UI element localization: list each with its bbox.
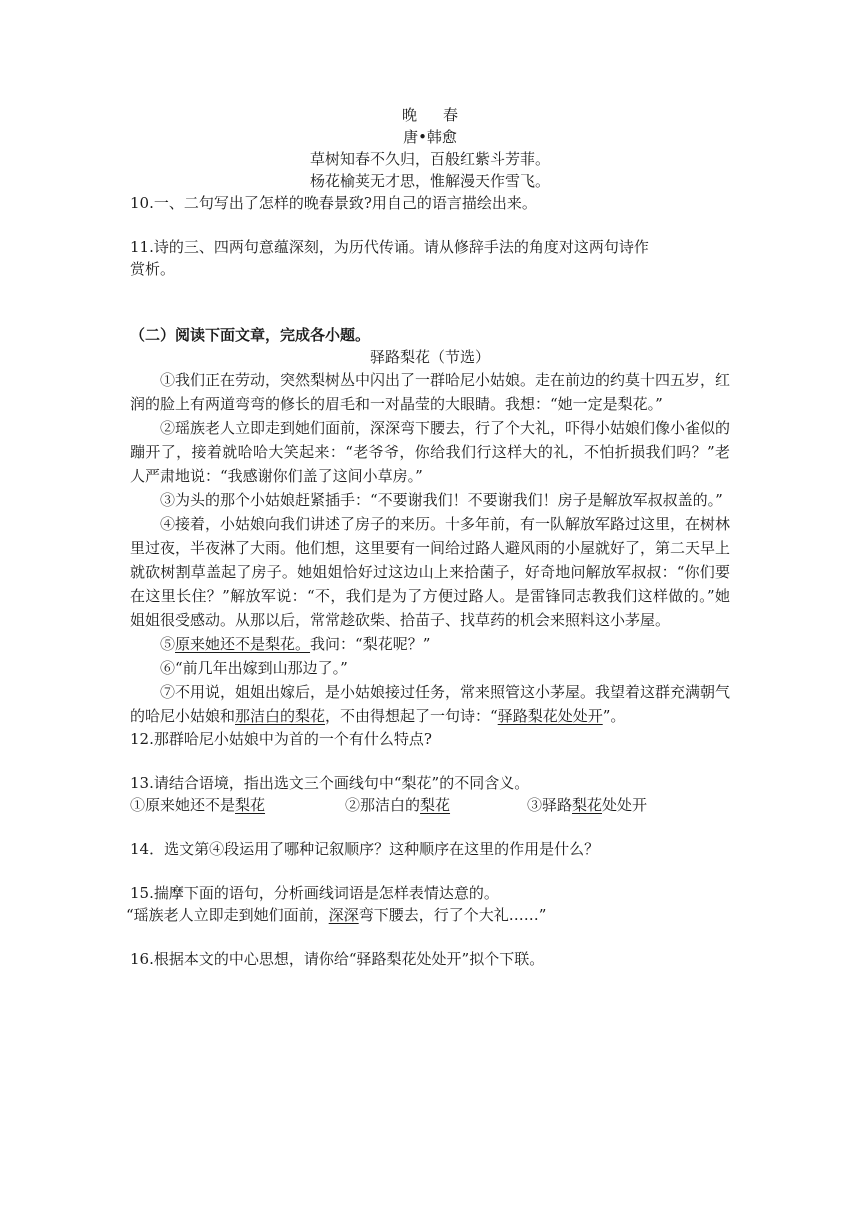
- poem-title-char-2: 春: [443, 106, 459, 124]
- question-13-options: [130, 794, 730, 816]
- passage-title: 驿路梨花（节选）: [369, 348, 490, 366]
- passage-paragraph-1: ①我们正在劳动，突然梨树丛中闪出了一群哈尼小姑娘。走在前边的约莫十四五岁，红润的脸上有两道弯弯的修长的眉毛和一对晶莹的大眼睛。我想：“她一定是梨花。”: [130, 371, 731, 413]
- underlined-sentence-2: 那洁白的梨花: [235, 707, 326, 725]
- question-15-quote: “瑶族老人立即走到她们面前，深深弯下腰去，行了个大礼……”: [126, 906, 547, 924]
- poem-line-2: 杨花榆荚无才思，惟解漫天作雪飞。: [309, 172, 550, 190]
- section-2-heading: （二）阅读下面文章，完成各小题。: [130, 326, 371, 344]
- paragraph-7-end: ”。: [602, 707, 626, 725]
- question-12: 12.那群哈尼小姑娘中为首的一个有什么特点?: [130, 730, 432, 748]
- question-11-line-1: 11.诗的三、四两句意蕴深刻，为历代传诵。请从修辞手法的角度对这两句诗作: [130, 238, 649, 256]
- paragraph-5-rest: 我问：“梨花呢？”: [310, 635, 431, 653]
- passage-paragraph-4: ④接着，小姑娘向我们讲述了房子的来历。十多年前，有一队解放军路过这里，在树林里过夜，半夜淋了大雨。他们想，这里要有一间给过路人避风雨的小屋就好了，第二天早上就砍树割草盖起了房子。她姐姐恰好过这边山上来拾菌子，好奇地问解放军叔叔：“你们要在这里长住？”解放军说：“不，我们是为了方便过路人。是雷锋同志教我们这样做的。”她姐姐很受感动。从那以后，常常趁砍柴、拾苗子、找草药的机会来照料这小茅屋。: [130, 515, 731, 629]
- paragraph-5-number: ⑤: [160, 635, 176, 653]
- underlined-sentence-3: 驿路梨花处处开: [497, 707, 603, 725]
- passage-paragraph-2: ②瑶族老人立即走到她们面前，深深弯下腰去，行了个大礼，吓得小姑娘们像小雀似的蹦开了，接着就哈哈大笑起来：“老爷爷，你给我们行这样大的礼，不怕折损我们吗？”老人严肃地说：“我感谢你们盖了这间小草房。”: [130, 419, 731, 485]
- question-11-line-2: 赏析。: [130, 260, 176, 278]
- poem-title-char-1: 晚: [401, 106, 417, 124]
- passage-paragraph-5: [130, 632, 730, 656]
- document-page: [126, 104, 731, 970]
- underlined-sentence-1: 原来她还不是梨花。: [175, 635, 311, 653]
- underlined-word-shenshen: 深深: [328, 906, 359, 924]
- paragraph-7-start: ⑦不用说，姐姐出嫁后，是小姑娘接过任务，常来照管这小茅屋。我望着这群充满朝气的哈尼小姑娘和: [130, 683, 731, 725]
- question-13-option-a: ①原来她还不是梨花: [130, 796, 266, 814]
- poem-line-1: 草树知春不久归，百般红紫斗芳菲。: [309, 150, 550, 168]
- question-13-option-c: ③驿路梨花处处开: [527, 796, 648, 814]
- poem-title: [130, 104, 730, 126]
- question-16: 16.根据本文的中心思想，请你给“驿路梨花处处开”拟个下联。: [130, 950, 545, 968]
- passage-paragraph-7: [130, 680, 730, 728]
- paragraph-7-middle: ，不由得想起了一句诗：“: [325, 707, 498, 725]
- question-15: 15.揣摩下面的语句，分析画线词语是怎样表情达意的。: [130, 884, 499, 902]
- question-14: 14．选文第④段运用了哪种记叙顺序？这种顺序在这里的作用是什么？: [130, 840, 600, 858]
- poem-author: 唐•韩愈: [403, 128, 457, 146]
- question-13-option-b: ②那洁白的梨花: [345, 796, 451, 814]
- question-10: 10.一、二句写出了怎样的晚春景致?用自己的语言描绘出来。: [130, 194, 537, 212]
- passage-paragraph-6: ⑥“前几年出嫁到山那边了。”: [160, 659, 348, 677]
- passage-paragraph-3: ③为头的那个小姑娘赶紧插手：“不要谢我们！不要谢我们！房子是解放军叔叔盖的。”: [160, 491, 723, 509]
- question-13: 13.请结合语境，指出选文三个画线句中“梨花”的不同含义。: [130, 774, 530, 792]
